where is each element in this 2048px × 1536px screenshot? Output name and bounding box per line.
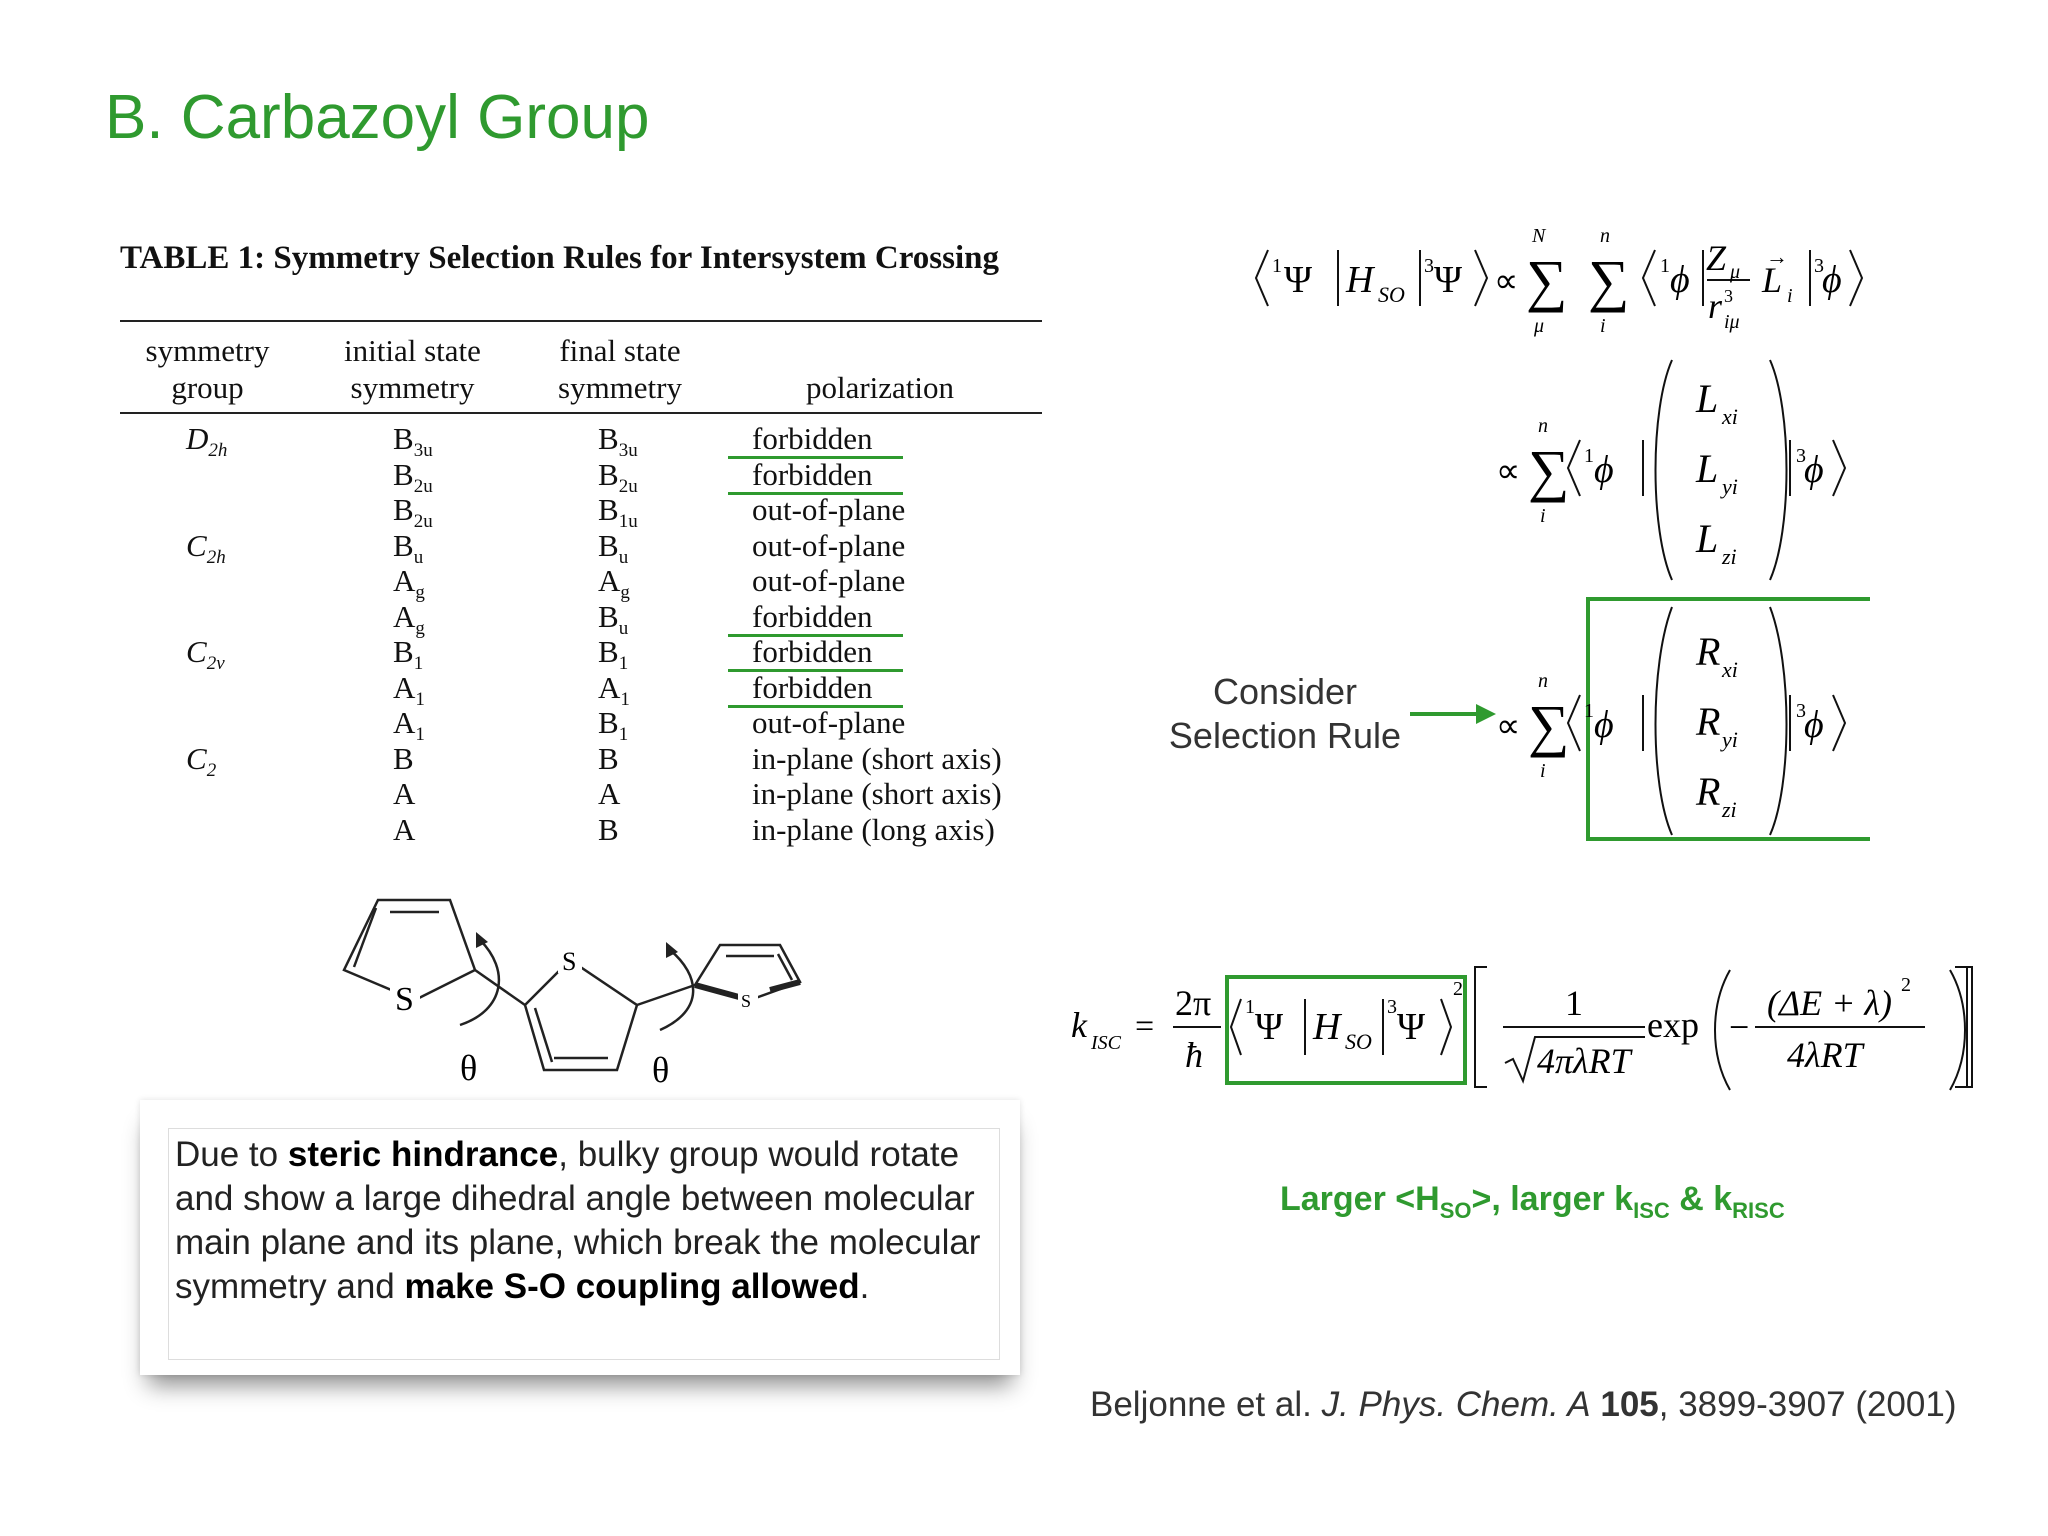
svg-text:H: H [1346,259,1374,301]
svg-text:2: 2 [1901,974,1911,996]
svg-text:R: R [1696,699,1721,744]
svg-text:2: 2 [1453,978,1463,1000]
svg-text:μ: μ [1534,315,1545,337]
svg-text:yi: yi [1722,727,1738,752]
svg-text:μ: μ [1730,261,1741,283]
cell-symmetry-group: $D_{2h}$ [186,421,228,462]
cell-initial-state: $B_{2u}$ [393,456,433,497]
table-top-rule [120,320,1042,322]
svg-text:L: L [1696,446,1719,491]
atom-s-center: S [562,947,577,976]
svg-text:Ψ: Ψ [1397,1006,1426,1048]
svg-text:Ψ: Ψ [1255,1006,1284,1048]
svg-text:R: R [1696,769,1721,814]
svg-text:(ΔE + λ): (ΔE + λ) [1767,983,1892,1023]
svg-text:ϕ: ϕ [1594,704,1614,746]
cell-initial-state: $B_{2u}$ [393,492,433,533]
header-final-state: final state symmetry [558,333,682,405]
table-caption: TABLE 1: Symmetry Selection Rules for Intersystem Crossing [120,240,1000,276]
sum-symbol-1: ∑ [1526,248,1568,313]
svg-text:iμ: iμ [1724,311,1740,333]
atom-s-right: S [741,991,752,1011]
note-inner-frame [168,1128,1000,1360]
svg-text:xi: xi [1722,404,1738,429]
svg-text:SO: SO [1378,282,1405,307]
green-arrow [1410,702,1498,726]
svg-text:exp: exp [1647,1005,1699,1045]
cell-initial-state: $B_1$ [393,634,424,675]
cell-polarization: in-plane (short axis) [752,740,1002,776]
svg-text:1: 1 [1584,445,1594,467]
cell-final-state: $B_{1u}$ [598,492,638,533]
cell-final-state: $B_1$ [598,705,629,746]
cell-symmetry-group: $C_2$ [186,740,217,781]
theta-right: θ [652,1050,670,1090]
cell-polarization: forbidden [752,669,873,705]
svg-text:Ψ: Ψ [1434,259,1463,301]
cell-initial-state: $A_1$ [393,669,425,710]
cell-final-state: B [598,740,619,776]
svg-text:L: L [1762,260,1783,300]
svg-text:ISC: ISC [1091,1032,1121,1054]
slide-title: B. Carbazoyl Group [105,83,650,152]
cell-symmetry-group: $C_{2h}$ [186,527,226,568]
svg-text:zi: zi [1722,544,1737,569]
svg-text:1: 1 [1245,996,1255,1018]
header-symmetry-group: symmetry group [145,333,270,405]
cell-initial-state: $B_u$ [393,527,424,568]
svg-text:N: N [1532,225,1546,247]
sum-symbol-2: ∑ [1588,248,1630,313]
svg-text:r: r [1708,286,1723,326]
equation-matrix-element [1250,220,1870,350]
cell-polarization: in-plane (long axis) [752,811,995,847]
sum-symbol-4: ∑ [1528,693,1570,758]
svg-text:1: 1 [1272,255,1282,277]
svg-text:ϕ: ϕ [1670,259,1690,301]
svg-text:ϕ: ϕ [1804,449,1824,491]
cell-initial-state: $A_g$ [393,563,425,604]
svg-text:4λRT: 4λRT [1787,1035,1863,1075]
header-polarization: polarization [805,370,955,405]
cell-final-state: A [598,776,621,811]
cell-initial-state: $A_g$ [393,598,425,639]
cell-final-state: B [598,811,619,847]
note-box [140,1100,1020,1375]
vector-arrow: → [1766,244,1788,269]
svg-text:∝: ∝ [1494,263,1519,300]
svg-text:3: 3 [1814,255,1824,277]
cell-final-state: $B_u$ [598,527,629,568]
larger-hso-label: Larger $<H_{SO}>$, larger $k_{ISC}$ & $k_{RISC}$ [1280,1180,1785,1223]
cell-polarization: forbidden [752,456,873,492]
terthiophene-structure [330,890,850,1100]
cell-polarization: forbidden [752,598,873,634]
cell-polarization: out-of-plane [752,492,906,527]
equation-kisc [1065,955,1985,1105]
svg-text:=: = [1135,1008,1155,1045]
svg-text:2π: 2π [1175,983,1212,1023]
svg-text:ϕ: ϕ [1822,259,1842,301]
cell-polarization: in-plane (short axis) [752,776,1002,811]
svg-text:4πλRT: 4πλRT [1537,1041,1631,1081]
svg-text:n: n [1600,225,1610,247]
svg-text:SO: SO [1345,1029,1372,1054]
svg-text:ϕ: ϕ [1804,704,1824,746]
svg-text:zi: zi [1722,797,1737,822]
svg-text:n: n [1538,670,1548,692]
cell-initial-state: $A_1$ [393,705,425,746]
cell-final-state: $B_1$ [598,634,629,675]
svg-text:Ψ: Ψ [1284,259,1313,301]
consider-selection-rule-label: Consider Selection Rule [1168,671,1402,756]
svg-text:k: k [1071,1005,1087,1045]
svg-text:1: 1 [1584,700,1594,722]
svg-text:ϕ: ϕ [1594,449,1614,491]
cell-initial-state: B [393,740,414,776]
theta-left: θ [460,1048,478,1088]
atom-s-left: S [395,981,414,1018]
svg-text:ħ: ħ [1185,1035,1203,1075]
cell-polarization: out-of-plane [752,563,906,598]
svg-text:1: 1 [1565,983,1583,1023]
svg-text:1: 1 [1660,255,1670,277]
svg-text:xi: xi [1722,657,1738,682]
svg-text:i: i [1540,760,1546,782]
svg-text:n: n [1538,415,1548,437]
cell-final-state: $A_g$ [598,563,630,604]
cell-final-state: $B_{3u}$ [598,421,638,462]
cell-symmetry-group: $C_{2v}$ [186,634,225,675]
cell-polarization: out-of-plane [752,527,906,563]
svg-text:Z: Z [1706,238,1727,278]
svg-text:3: 3 [1387,996,1397,1018]
equation-r-vector [1490,595,1870,845]
citation: Beljonne et al. J. Phys. Chem. A 105, 3899-3907 (2001) [1090,1385,1957,1424]
svg-text:H: H [1313,1006,1341,1048]
svg-text:yi: yi [1722,474,1738,499]
svg-text:3: 3 [1724,286,1733,306]
cell-initial-state: A [393,776,416,811]
table-header-rule [120,412,1042,414]
cell-final-state: $B_u$ [598,598,629,639]
equation-l-vector [1490,350,1870,590]
sum-symbol-3: ∑ [1528,438,1570,503]
cell-initial-state: A [393,811,416,847]
svg-text:∝: ∝ [1496,453,1521,490]
svg-text:L: L [1696,376,1719,421]
cell-polarization: forbidden [752,421,873,456]
cell-polarization: forbidden [752,634,873,669]
svg-text:i: i [1600,315,1606,337]
cell-initial-state: $B_{3u}$ [393,421,433,462]
svg-text:∝: ∝ [1496,708,1521,745]
cell-polarization: out-of-plane [752,705,906,740]
svg-text:3: 3 [1796,445,1806,467]
svg-text:i: i [1787,285,1793,307]
svg-text:3: 3 [1424,255,1434,277]
svg-text:−: − [1729,1007,1750,1047]
cell-final-state: $A_1$ [598,669,630,710]
header-initial-state: initial state symmetry [344,333,481,405]
note-text: Due to steric hindrance, bulky group would rotate and show a large dihedral angle between molecular main plane and its plane, which break the molecular symmetry and make S-O coupling allowed. [175,1135,981,1306]
cell-final-state: $B_{2u}$ [598,456,638,497]
svg-text:L: L [1696,516,1719,561]
svg-text:i: i [1540,505,1546,527]
svg-text:R: R [1696,629,1721,674]
svg-text:3: 3 [1796,700,1806,722]
